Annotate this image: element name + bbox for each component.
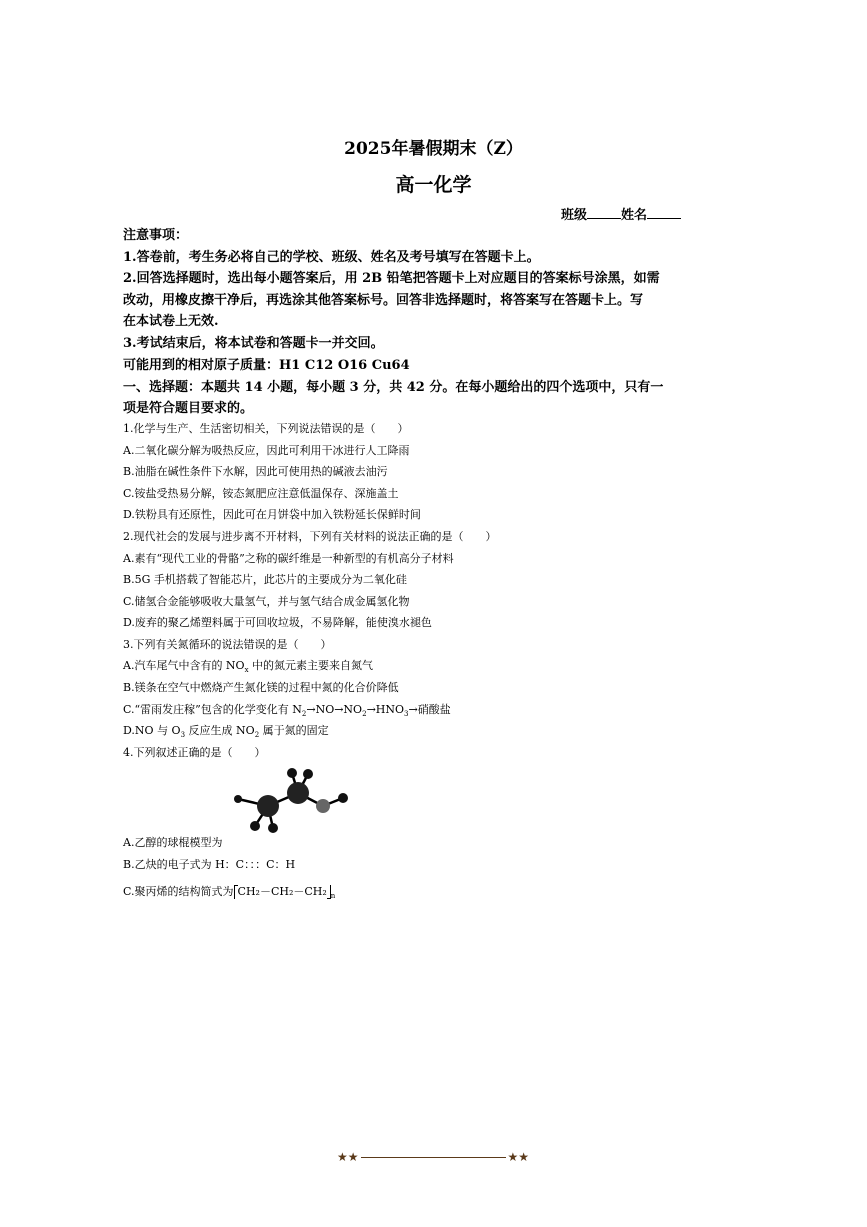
notice-heading: 注意事项： [123,228,189,243]
exam-title: 2025年暑假期末（Z） [344,139,523,159]
question-4-option-a: A.乙醇的球棍模型为 [123,836,223,849]
question-1-option-d: D.铁粉具有还原性，因此可在月饼袋中加入铁粉延长保鲜时间 [123,508,421,521]
q3c-sub-1: 2 [301,710,307,719]
subject-title: 高一化学 [395,174,472,196]
q3a-subscript: x [244,666,249,675]
question-3-stem: 3.下列有关氮循环的说法错误的是（ ） [123,638,332,651]
question-2-stem: 2.现代社会的发展与进步离不开材料，下列有关材料的说法正确的是（ ） [123,530,497,543]
question-2-option-d: D.废弃的聚乙烯塑料属于可回收垃圾，不易降解，能使溴水褪色 [123,616,432,629]
question-4-option-b: B.乙炔的电子式为 H：C：：：C：H [123,858,296,871]
question-4-stem: 4.下列叙述正确的是（ ） [123,746,266,759]
question-1-option-a: A.二氧化碳分解为吸热反应，因此可利用干冰进行人工降雨 [123,444,410,457]
notice-item: 在本试卷上无效. [123,314,219,329]
q4c-text: C.聚丙烯的结构简式为 [123,885,234,898]
question-2-option-c: C.储氢合金能够吸收大量氢气，并与氢气结合成金属氢化物 [123,595,410,608]
section-heading-cont: 项是符合题目要求的。 [123,401,254,416]
question-4-option-c [123,883,335,900]
notice-item: 2.回答选择题时，选出每小题答案后，用 2B 铅笔把答题卡上对应题目的答案标号涂黑，如需 [123,271,660,286]
question-3-option-a [123,657,373,674]
question-1-option-c: C.铵盐受热易分解，铵态氮肥应注意低温保存、深施盖土 [123,487,399,500]
q3c-text-4: →硝酸盐 [408,703,451,716]
q3c-text-2: →NO→NO [306,703,363,716]
q3c-text-3: →HNO [366,703,405,716]
q3d-text-3: 属于氮的固定 [259,724,329,737]
q3c-sub-2: 2 [362,710,367,719]
q3d-text-1: D.NO 与 O [123,724,181,737]
notice-item: 改动，用橡皮擦干净后，再选涂其他答案标号。回答非选择题时，将答案写在答题卡上。写 [123,293,644,308]
question-2-option-b: B.5G 手机搭载了智能芯片，此芯片的主要成分为二氧化硅 [123,573,407,586]
q3d-sub-2: 2 [254,731,260,740]
polymer-n: n [330,892,336,901]
class-label: 班级 [561,208,588,223]
question-2-option-a: A.素有“现代工业的骨骼”之称的碳纤维是一种新型的有机高分子材料 [123,552,454,565]
ethanol-ball-stick-model [228,766,358,838]
page-footer-ornament [337,1150,529,1164]
q3a-text-2: 中的氮元素主要来自氮气 [248,659,374,672]
section-heading: 一、选择题：本题共 14 小题，每小题 3 分，共 42 分。在每小题给出的四个选项中，只有一 [123,380,664,395]
class-blank [587,206,621,219]
question-1-option-b: B.油脂在碱性条件下水解，因此可使用热的碱液去油污 [123,465,388,478]
q3a-text-1: A.汽车尾气中含有的 NO [123,659,245,672]
footer-stars-left: ★★ [337,1150,359,1164]
name-label: 姓名 [621,208,648,223]
question-3-option-d [123,722,329,739]
footer-rule [361,1157,506,1158]
question-3-option-c [123,701,451,718]
q3c-sub-3: 3 [404,710,409,719]
notice-item: 1.答卷前，考生务必将自己的学校、班级、姓名及考号填写在答题卡上。 [123,250,540,265]
name-blank [647,206,681,219]
q3d-text-2: 反应生成 NO [185,724,255,737]
question-3-option-b: B.镁条在空气中燃烧产生氮化镁的过程中氮的化合价降低 [123,681,399,694]
class-name-fields [561,204,681,223]
q3d-sub-1: 3 [180,731,186,740]
polymer-formula: CH₂－CH₂－CH₂ [237,885,327,898]
q3c-text-1: C.“雷雨发庄稼”包含的化学变化有 N [123,703,302,716]
atomic-mass-line: 可能用到的相对原子质量：H1 C12 O16 Cu64 [123,358,410,373]
notice-item: 3.考试结束后，将本试卷和答题卡一并交回。 [123,336,384,351]
footer-stars-right: ★★ [507,1150,530,1164]
question-1-stem: 1.化学与生产、生活密切相关，下列说法错误的是（ ） [123,422,409,435]
